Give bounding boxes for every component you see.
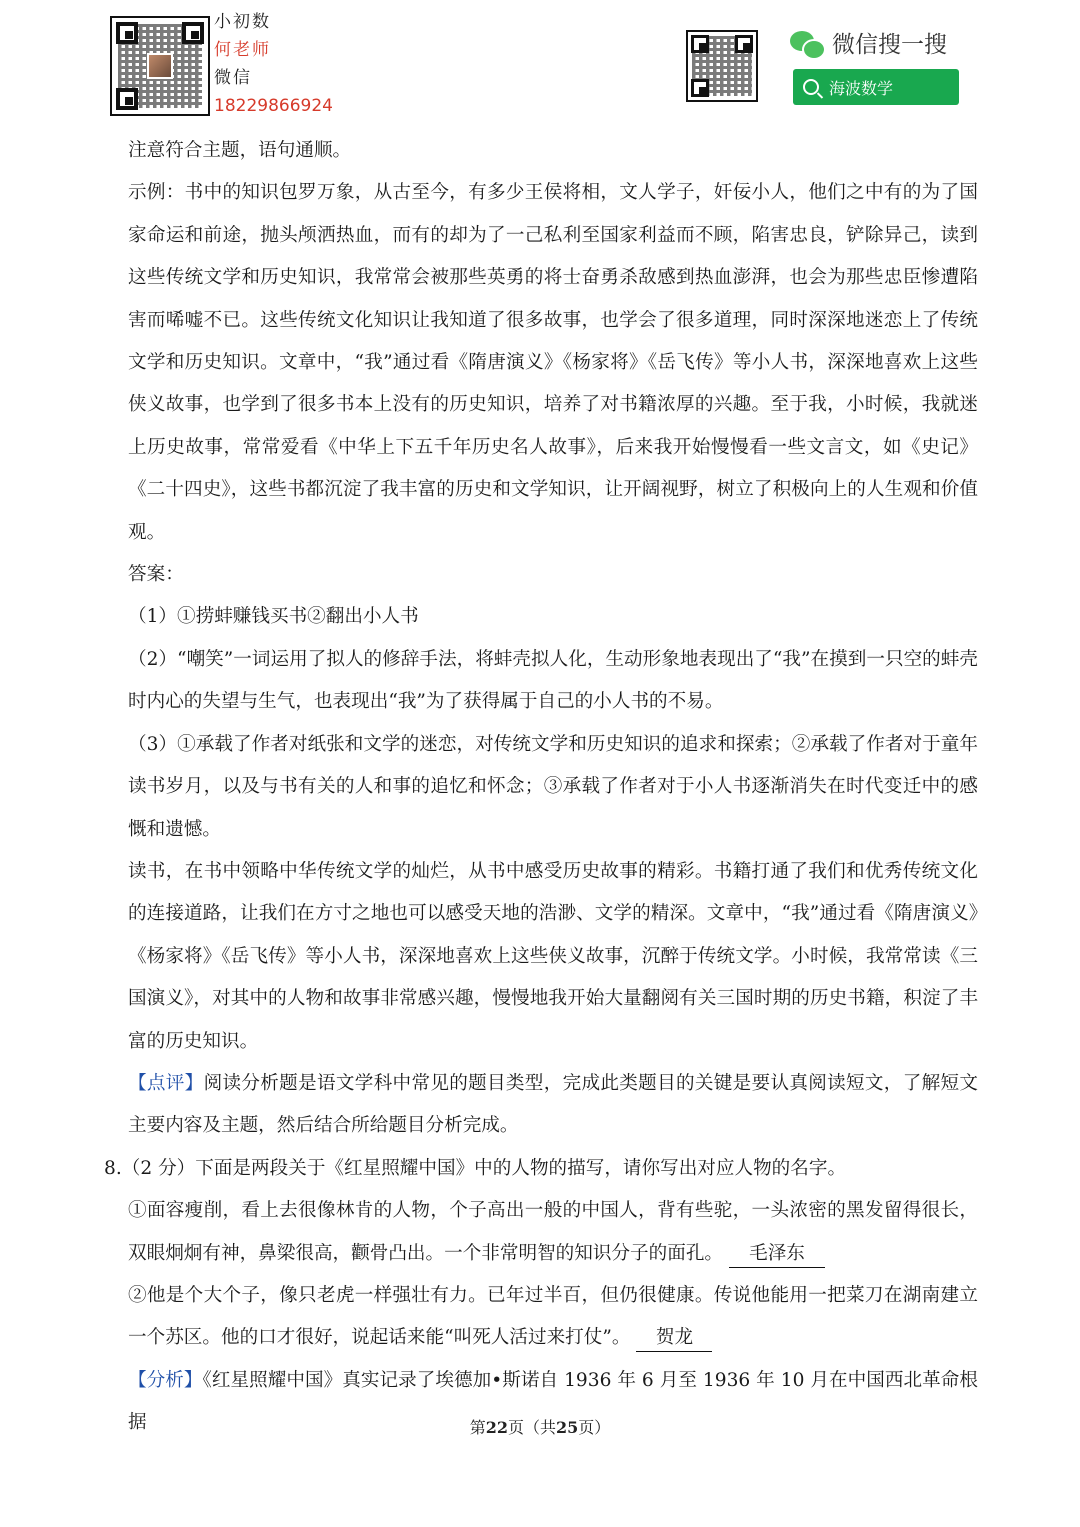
wechat-search-button[interactable] bbox=[793, 69, 959, 105]
wechat-qr-code bbox=[686, 30, 758, 102]
contact-phone: 18229866924 bbox=[214, 96, 333, 116]
avatar bbox=[147, 53, 173, 79]
comment-paragraph bbox=[128, 1063, 978, 1148]
analysis-tag: 【分析】 bbox=[128, 1369, 203, 1391]
question-text: （2 分）下面是两段关于《红星照耀中国》中的人物的描写，请你写出对应人物的名字。 bbox=[121, 1157, 847, 1179]
question-number: 8. bbox=[104, 1157, 122, 1179]
contact-line-3: 微信 bbox=[214, 68, 252, 88]
answer-2: （2）“嘲笑”一词运用了拟人的修辞手法，将蚌壳拟人化，生动形象地表现出了“我”在摸到一只空的蚌壳时内心的失望与生气，也表现出“我”为了获得属于自己的小人书的不易。 bbox=[128, 648, 978, 713]
page-number: 22 bbox=[485, 1418, 508, 1437]
paragraph-topic: 注意符合主题，语句通顺。 bbox=[128, 140, 352, 161]
part-1-text: ①面容瘦削，看上去很像林肯的人物，个子高出一般的中国人，背有些驼，一头浓密的黑发留得很长，双眼炯炯有神，鼻梁很高，颧骨凸出。一个非常明智的知识分子的面孔。 bbox=[128, 1200, 978, 1264]
answer-1: （1）①捞蚌赚钱买书②翻出小人书 bbox=[128, 606, 419, 628]
wechat-title-text: 微信搜一搜 bbox=[832, 32, 947, 58]
page-header bbox=[0, 0, 1080, 125]
search-label: 海波数学 bbox=[829, 78, 894, 98]
paragraph-example: 示例：书中的知识包罗万象，从古至今，有多少王侯将相，文人学子，奸佞小人，他们之中有的为了国家命运和前途，抛头颅洒热血，而有的却为了一己私利至国家利益而不顾，陷害忠良，铲除异己，读到这些传统文学和历史知识，我常常会被那些英勇的将士奋勇杀敌感到热血澎湃，也会为那些忠臣惨遭陷害而唏嘘不已。这些传统文化知识让我知道了很多故事，也学会了很多道理，同时深深地迷恋上了传统文学和历史知识。文章中，“我”通过看《隋唐演义》《杨家将》《岳飞传》等小人书，深深地喜欢上这些侠义故事，也学到了很多书本上没有的历史知识，培养了对书籍浓厚的兴趣。至于我，小时候，我就迷上历史故事，常常爱看《中华上下五千年历史名人故事》，后来我开始慢慢看一些文言文，如《史记》《二十四史》，这些书都沉淀了我丰富的历史和文学知识，让开阔视野，树立了积极向上的人生观和价值观。 bbox=[128, 182, 978, 543]
answer-blank-1: 毛泽东 bbox=[729, 1241, 825, 1268]
analysis-text: 《红星照耀中国》真实记录了埃德加•斯诺自 1936 年 6 月至 1936 年 10 月在中国西北革命根据 bbox=[128, 1369, 978, 1434]
contact-info bbox=[214, 8, 334, 120]
comment-text: 阅读分析题是语文学科中常见的题目类型，完成此类题目的关键是要认真阅读短文，了解短文主要内容及主题，然后结合所给题目分析完成。 bbox=[128, 1072, 978, 1137]
search-icon bbox=[803, 79, 819, 95]
contact-line-1: 小初数 bbox=[214, 12, 271, 32]
part-2-text: ②他是个大个子，像只老虎一样强壮有力。已年过半百，但仍很健康。传说他能用一把菜刀在湖南建立一个苏区。他的口才很好，说起话来能“叫死人活过来打仗”。 bbox=[128, 1284, 978, 1349]
answer-label: 答案： bbox=[128, 564, 184, 586]
paragraph-reading: 读书，在书中领略中华传统文学的灿烂，从书中感受历史故事的精彩。书籍打通了我们和优秀传统文化的连接道路，让我们在方寸之地也可以感受天地的浩渺、文学的精深。文章中，“我”通过看《隋唐演义》《杨家将》《岳飞传》等小人书，深深地喜欢上这些侠义故事，沉醉于传统文学。小时候，我常常读《三国演义》，对其中的人物和故事非常感兴趣，慢慢地我开始大量翻阅有关三国时期的历史书籍，积淀了丰富的历史知识。 bbox=[128, 860, 978, 1052]
contact-qr-code bbox=[110, 16, 210, 116]
wechat-logo-icon bbox=[790, 29, 824, 57]
footer-suffix: 页） bbox=[578, 1418, 611, 1437]
answer-3: （3）①承载了作者对纸张和文学的迷恋，对传统文学和历史知识的追求和探索；②承载了作者对于童年读书岁月，以及与书有关的人和事的追忆和怀念；③承载了作者对于小人书逐渐消失在时代变迁中的感慨和遗憾。 bbox=[128, 733, 978, 840]
comment-tag: 【点评】 bbox=[128, 1072, 204, 1094]
page-total: 25 bbox=[556, 1418, 579, 1437]
footer-mid: 页（共 bbox=[507, 1418, 556, 1437]
wechat-search-title bbox=[790, 26, 947, 59]
page-content bbox=[104, 130, 978, 1445]
page-footer bbox=[0, 1415, 1080, 1438]
answer-blank-2: 贺龙 bbox=[636, 1325, 712, 1352]
contact-line-2: 何老师 bbox=[214, 40, 271, 60]
question-8 bbox=[104, 1148, 978, 1190]
question-8-part-2 bbox=[128, 1275, 978, 1360]
question-8-part-1 bbox=[128, 1190, 978, 1275]
footer-prefix: 第 bbox=[469, 1418, 486, 1437]
